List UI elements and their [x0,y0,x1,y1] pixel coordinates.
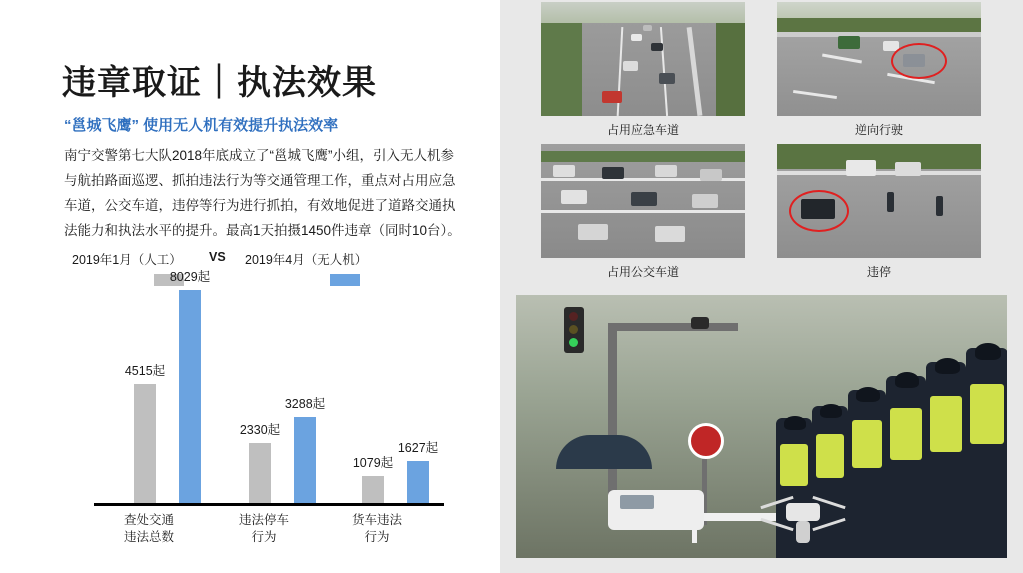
bar-chart [64,270,464,560]
officer-3-cap [856,387,880,402]
photo-caption-bus-lane: 占用公交车道 [606,265,679,279]
scene-car-2 [651,43,663,51]
officer-4-vest [890,408,922,460]
traffic-light-green-lamp [569,338,578,347]
no-entry-sign-icon [688,423,724,459]
drone-landing-gear [796,521,810,543]
scene-car-5 [602,91,622,103]
scene-bus-car-4 [700,169,722,181]
scene-vegetation-right [712,23,745,116]
chart-category-label-1-line2: 行为 [251,530,277,544]
bar-manual-1 [249,443,271,505]
scene-car-3 [623,61,638,71]
scene-park-car-2 [895,162,921,176]
police-vehicle-window [620,495,654,509]
officer-3 [848,390,886,558]
officer-4 [886,376,926,558]
scene-road-2 [777,36,981,116]
officer-4-cap [895,372,919,388]
traffic-light-red-lamp [569,312,578,321]
scene-bus-car-9 [655,226,685,242]
bar-manual-2 [362,476,384,505]
body-paragraph [64,143,464,243]
chart-x-axis [94,503,444,506]
right-photo-panel [500,0,1023,573]
chart-category-label-2-line1: 货车违法 [351,513,402,527]
scene-officer-1 [887,192,894,212]
officer-2-cap [820,404,842,418]
traffic-camera-box [691,317,709,329]
chart-category-label-1 [214,512,314,546]
officer-5-vest [930,396,962,452]
scene-car-1 [631,34,642,41]
officer-6-vest [970,384,1004,444]
bar-value-manual-2: 1079起 [352,456,394,470]
scene-vegetation-4 [777,144,981,169]
photo-caption-emergency-lane: 占用应急车道 [606,123,679,137]
chart-category-label-1-line1: 违法停车 [238,513,289,527]
photo-wrong-way [777,2,981,116]
officer-1-cap [784,416,806,430]
photo-emergency-lane-scene [541,2,745,116]
officer-2 [812,406,848,558]
legend-vs-label: VS [209,250,226,264]
scene-overpass [777,32,981,37]
officer-2-vest [816,434,844,478]
umbrella-icon [556,435,652,469]
bar-value-manual-1: 2330起 [239,423,281,437]
photo-bus-lane [541,144,745,258]
photo-police-drone-lineup [516,295,1007,558]
traffic-light-yellow-lamp [569,325,578,334]
officer-5 [926,362,966,558]
chart-category-label-0 [99,512,199,546]
scene-park-car-1 [846,160,876,176]
scene-bus-car-3 [655,165,677,177]
scene-bus-car-6 [631,192,657,206]
scene-curb-line [777,171,981,175]
scene-sky [541,2,745,25]
scene-car-6 [643,25,652,31]
scene-bus-car-8 [578,224,608,240]
bar-value-drone-1: 3288起 [284,397,326,411]
officer-6 [966,348,1007,558]
photo-wrong-way-scene [777,2,981,116]
page-title: 违章取证｜执法效果 [62,64,377,102]
photo-illegal-parking-scene [777,144,981,258]
left-content-panel [0,0,500,573]
photo-illegal-parking [777,144,981,258]
page-subtitle: “邕城飞鹰” 使用无人机有效提升执法效率 [64,117,339,134]
photo-emergency-lane [541,2,745,116]
bar-drone-2 [407,461,429,505]
body-paragraph-text: 南宁交警第七大队2018年底成立了“邕城飞鹰”小组，引入无人机参与航拍路面巡逻、抓拍违法行为等交通管理工作，重点对占用应急车道，公交车道，违停等行为进行抓拍，有效地促进了道路交通执法能力和执法水平的提升。最高1天拍摄1450件违章（同时10台）。 [64,148,461,238]
legend-label-manual: 2019年1月（人工） [72,253,182,267]
bar-drone-0 [179,290,201,505]
photo-bus-lane-scene [541,144,745,258]
scene-bus-car-5 [561,190,587,204]
traffic-light-pole-horizontal [608,323,738,331]
scene-officer-2 [936,196,943,216]
legend-swatch-drone [330,274,360,286]
scene-bus-car-7 [692,194,718,208]
chart-category-label-2 [327,512,427,546]
chart-plot-area [94,270,444,505]
photo-caption-illegal-parking: 违停 [866,265,891,279]
scene-truck-green [838,36,860,49]
bar-manual-0 [134,384,156,505]
violation-highlight-circle-wrong-way [891,43,947,79]
chart-category-label-2-line2: 行为 [364,530,390,544]
officer-5-cap [935,358,960,374]
drone-body [786,503,820,521]
scene-solid-line-2 [541,210,745,213]
scene-car-4 [659,73,675,84]
scene-bus-car-2 [602,167,624,179]
photo-caption-wrong-way: 逆向行驶 [854,123,903,137]
officer-3-vest [852,420,882,468]
bar-drone-1 [294,417,316,505]
traffic-light-pole-vertical [608,323,617,513]
scene-bus-car-1 [553,165,575,177]
violation-highlight-circle-parking [789,190,849,232]
chart-category-label-0-line2: 违法总数 [123,530,174,544]
chart-category-label-0-line1: 查处交通 [123,513,174,527]
officer-6-cap [975,343,1001,360]
bar-value-drone-0: 8029起 [169,270,211,284]
bar-value-drone-2: 1627起 [397,441,439,455]
legend-label-drone: 2019年4月（无人机） [245,253,368,267]
officer-1-vest [780,444,808,486]
bar-value-manual-0: 4515起 [124,364,166,378]
scene-median [541,151,745,162]
